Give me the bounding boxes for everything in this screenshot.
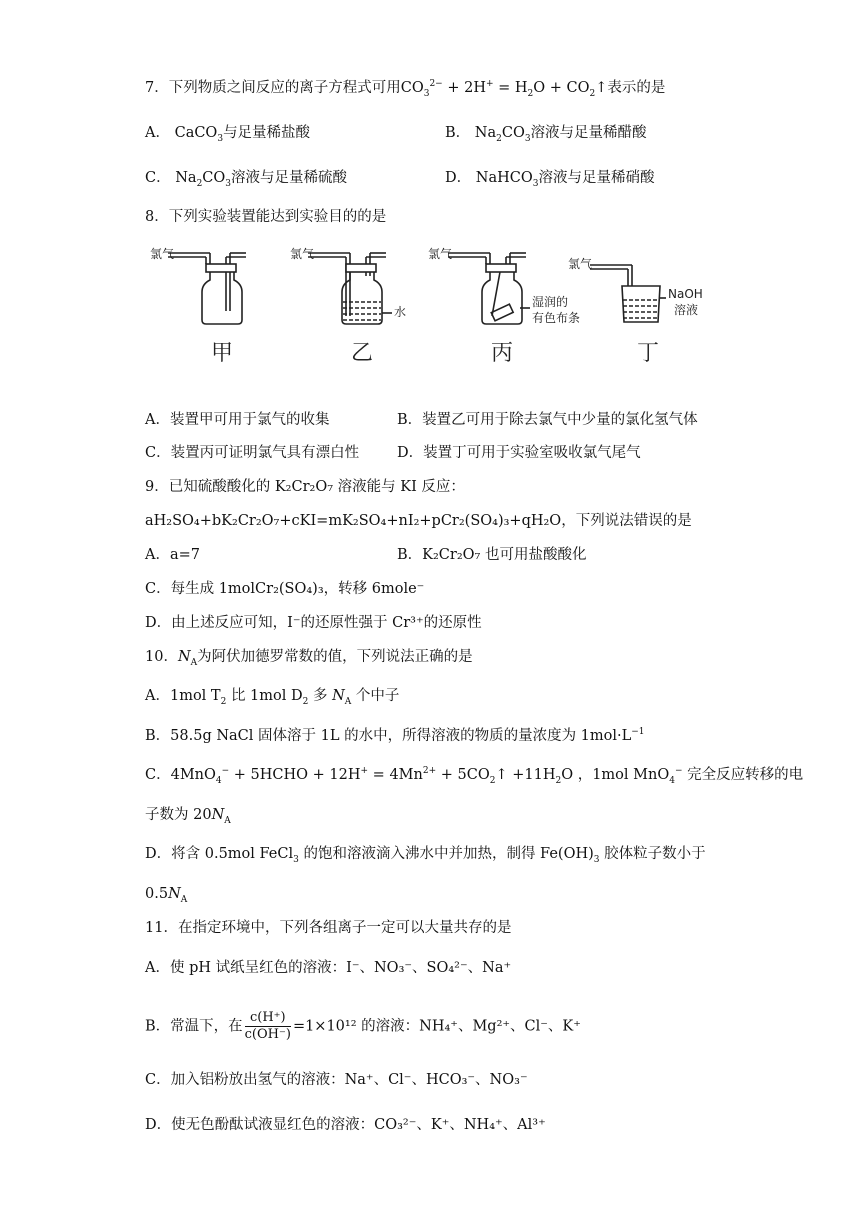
apparatus-yi (308, 253, 392, 324)
apparatus-ding (590, 265, 666, 322)
q11-option-a: A．使 pH 试纸呈红色的溶液：I⁻、NO₃⁻、SO₄²⁻、Na⁺ (145, 960, 512, 976)
label-bing: 丙 (491, 341, 514, 366)
chlorine-label-ding: 氯气 (568, 257, 593, 271)
chlorine-label-bing: 氯气 (428, 247, 453, 261)
q7-option-d: D． NaHCO$_3$溶液与足量稀硝酸 (445, 170, 655, 189)
apparatus-bing (448, 253, 530, 324)
apparatus-diagram (140, 236, 740, 371)
q10-option-c-cont: 子数为 $20N_A$ (145, 807, 231, 826)
q10-stem: 10．$N_A$为阿伏加德罗常数的值，下列说法正确的是 (145, 649, 473, 668)
q8-option-b: B．装置乙可用于除去氯气中少量的氯化氢气体 (397, 412, 698, 428)
apparatus-jia (168, 253, 246, 324)
q8-option-d: D．装置丁可用于实验室吸收氯气尾气 (397, 445, 641, 461)
q11-option-c: C．加入铝粉放出氢气的溶液：Na⁺、Cl⁻、HCO₃⁻、NO₃⁻ (145, 1072, 528, 1088)
label-jia: 甲 (211, 341, 234, 366)
q9-option-b: B．K₂Cr₂O₇ 也可用盐酸酸化 (397, 547, 587, 563)
chlorine-label-jia: 氯气 (150, 247, 175, 261)
chlorine-label-yi: 氯气 (290, 247, 315, 261)
wet-cloth-label-1: 湿润的 (532, 295, 569, 309)
q10-option-c: C．4MnO$_4$− + 5HCHO + $12H^+ = 4Mn^{2+}$ + $5CO_2↑ +11H_2O$ ，1mol MnO$_4$− 完全反应转移的电 (145, 766, 804, 786)
q11-option-d: D．使无色酚酞试液显红色的溶液：CO₃²⁻、K⁺、NH₄⁺、Al³⁺ (145, 1117, 546, 1133)
up-arrow-icon: ↑ (595, 80, 608, 96)
q8-option-a: A．装置甲可用于氯气的收集 (145, 412, 330, 428)
label-yi: 乙 (351, 341, 374, 366)
q8-option-c: C．装置丙可证明氯气具有漂白性 (145, 445, 360, 461)
q9-option-a: A．a=7 (145, 547, 200, 563)
wet-cloth-label-2: 有色布条 (532, 311, 581, 325)
q11-option-b: B．常温下，在 $\frac{c(H^+)}{c(OH^-)}$ =1×10¹² 的溶液：NH₄⁺、Mg²⁺、Cl⁻、K⁺ (145, 1010, 581, 1042)
naoh-label-1: NaOH (668, 287, 703, 301)
naoh-label-2: 溶液 (674, 303, 699, 317)
water-label: 水 (394, 305, 407, 319)
q7-stem: 7．下列物质之间反应的离子方程式可用$CO_3^{2-} + 2H^+ = H_2O$ + $CO_2↑$表示的是 (145, 79, 666, 99)
q10-option-a: A．1mol $T_2$ 比 1mol $D_2$ 多 $N_A$ 个中子 (145, 688, 400, 707)
q9-equation: aH₂SO₄+bK₂Cr₂O₇+cKI=mK₂SO₄+nI₂+pCr₂(SO₄)₃+qH₂O，下列说法错误的是 (145, 513, 692, 529)
ion-ratio-fraction: $\frac{c(H^+)}{c(OH^-)}$ (244, 1010, 291, 1042)
q9-option-c: C．每生成 1molCr₂(SO₄)₃，转移 6mole⁻ (145, 581, 425, 597)
q9-stem: 9．已知硫酸酸化的 K₂Cr₂O₇ 溶液能与 KI 反应： (145, 479, 465, 495)
q7-option-b: B． $Na_2CO_3$溶液与足量稀醋酸 (445, 125, 647, 144)
q10-option-d: D．将含 0.5mol FeCl$_3$ 的饱和溶液滴入沸水中并加热，制得 $Fe(OH)_3$ 胶体粒子数小于 (145, 846, 706, 865)
q7-option-a: A． CaCO$_3$与足量稀盐酸 (145, 125, 311, 144)
up-arrow-icon: ↑ (495, 767, 508, 783)
q8-stem: 8．下列实验装置能达到实验目的的是 (145, 209, 387, 225)
q10-option-b: B．58.5g NaCl 固体溶于 1L 的水中，所得溶液的物质的量浓度为 $1mol\cdot L^{-1}$ (145, 727, 645, 744)
q9-option-d: D．由上述反应可知，I⁻的还原性强于 Cr³⁺的还原性 (145, 615, 482, 631)
label-ding: 丁 (637, 341, 660, 366)
q7-option-c: C． $Na_2CO_3$溶液与足量稀硫酸 (145, 170, 348, 189)
q11-stem: 11．在指定环境中，下列各组离子一定可以大量共存的是 (145, 920, 512, 936)
q10-option-d-cont: $0.5N_A$ (145, 886, 188, 905)
